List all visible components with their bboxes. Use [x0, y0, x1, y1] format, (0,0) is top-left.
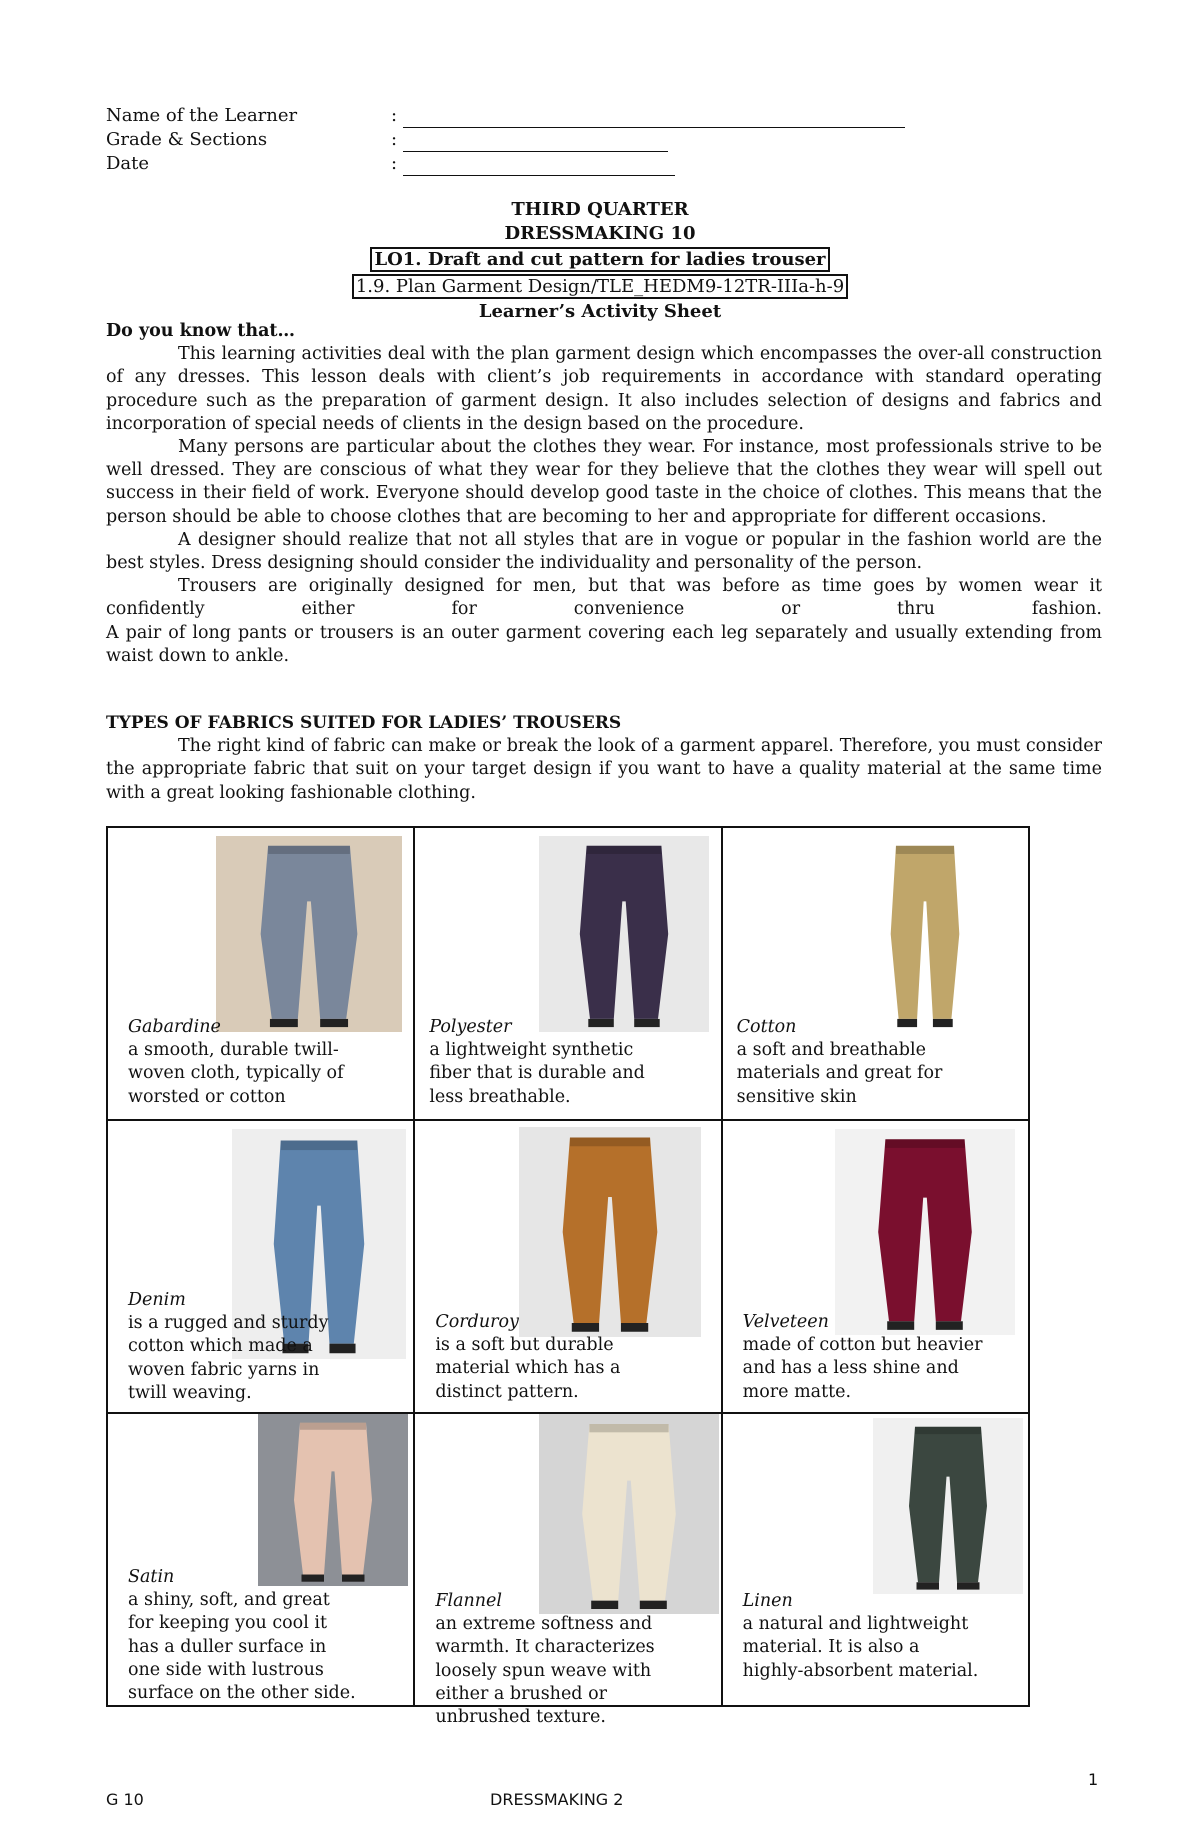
- trouser-photo: [539, 1414, 719, 1614]
- title-block: [0, 198, 1200, 324]
- fabric-cell-gabardine: [107, 827, 414, 1120]
- fabric-caption: [435, 1311, 667, 1404]
- fabric-cell-satin: [107, 1413, 414, 1706]
- trouser-photo: [539, 836, 709, 1032]
- fabrics-paragraph: The right kind of fabric can make or break the look of a garment apparel. Therefore, you must consider the appropriate fabric that suit on your target design if you want to have a quality material at the same time with a great looking fashionable clothing.: [106, 736, 1102, 803]
- grade-section-blank[interactable]: [403, 133, 668, 152]
- page-number: 1: [1088, 1770, 1099, 1789]
- fabric-description: made of cotton but heavier and has a less shine and more matte.: [742, 1335, 983, 1402]
- fabric-caption: [429, 1016, 674, 1109]
- fabric-caption: [128, 1289, 360, 1405]
- fabric-caption: [435, 1590, 675, 1729]
- learning-objective-box: LO1. Draft and cut pattern for ladies trouser: [370, 247, 829, 272]
- intro-paragraph-1: This learning activities deal with the plan garment design which encompasses the over-all construction of any dresses. This lesson deals with client’s job requirements in accordance with standard operating procedure such as the preparation of garment design. It also includes selection of designs and fabrics and incorporation of special needs of clients in the design based on the procedure.: [106, 344, 1102, 434]
- date-blank[interactable]: [403, 157, 675, 176]
- intro-paragraph-4b: A pair of long pants or trousers is an outer garment covering each leg separately and usually extending from waist down to ankle.: [106, 622, 1102, 666]
- fabric-caption: [737, 1016, 982, 1109]
- grade-section-label: Grade & Sections: [106, 129, 268, 150]
- fabrics-heading: TYPES OF FABRICS SUITED FOR LADIES’ TROUSERS: [106, 713, 622, 733]
- fabric-cell-flannel: [414, 1413, 721, 1728]
- fabric-cell-denim: [107, 1120, 414, 1413]
- fabric-caption: [743, 1311, 983, 1404]
- fabric-description: an extreme softness and warmth. It characterizes loosely spun weave with either a brushed or unbrushed texture.: [435, 1614, 655, 1728]
- date-label: Date: [106, 153, 150, 174]
- fabric-description: a shiny, soft, and great for keeping you cool it has a duller surface in one side with lustrous surface on the other side.: [128, 1590, 356, 1704]
- intro-paragraph-3: A designer should realize that not all styles that are in vogue or popular in the fashion world are the best styles. Dress designing should consider the individuality and personality of the person.: [106, 529, 1102, 574]
- intro-paragraph-4a: Trousers are originally designed for men, but that was before as time goes by women wear it confidently either for convenience or thru fashion.: [106, 576, 1102, 620]
- fabric-name: Gabardine: [128, 1017, 221, 1037]
- colon: :: [391, 153, 398, 174]
- fabric-name: Polyester: [429, 1017, 512, 1037]
- footer-subject: DRESSMAKING 2: [490, 1790, 624, 1809]
- fabric-caption: [128, 1016, 360, 1109]
- fabric-cell-polyester: [414, 827, 721, 1120]
- colon: :: [391, 129, 398, 150]
- learner-name-blank[interactable]: [403, 109, 905, 128]
- fabric-name: Satin: [128, 1567, 175, 1587]
- subject-title: DRESSMAKING 10: [504, 223, 696, 244]
- competency-code-box: 1.9. Plan Garment Design/TLE_HEDM9-12TR-IIIa-h-9: [352, 274, 848, 299]
- fabric-description: a soft and breathable materials and great for sensitive skin: [736, 1040, 943, 1107]
- fabric-cell-cotton: [722, 827, 1029, 1120]
- fabric-name: Corduroy: [435, 1312, 519, 1332]
- fabric-types-table: [106, 826, 1030, 1728]
- fabric-name: Flannel: [435, 1591, 502, 1611]
- trouser-photo: [519, 1127, 701, 1337]
- date-row: [106, 152, 905, 176]
- grade-section-row: [106, 128, 905, 152]
- quarter-title: THIRD QUARTER: [511, 199, 689, 220]
- fabrics-section: [106, 712, 1102, 805]
- fabric-cell-linen: [722, 1413, 1029, 1706]
- fabric-description: a natural and lightweight material. It is also a highly-absorbent material.: [742, 1614, 979, 1681]
- fabric-caption: [128, 1566, 360, 1705]
- trouser-photo: [258, 1414, 408, 1586]
- fabric-name: Velveteen: [742, 1312, 829, 1332]
- intro-heading: Do you know that…: [106, 321, 296, 341]
- fabric-description: is a soft but durable material which has a distinct pattern.: [435, 1335, 621, 1402]
- fabric-description: a lightweight synthetic fiber that is durable and less breathable.: [429, 1040, 645, 1107]
- trouser-photo: [859, 836, 991, 1032]
- fabric-name: Linen: [742, 1591, 793, 1611]
- fabric-cell-corduroy: [414, 1120, 721, 1413]
- footer-grade: G 10: [106, 1790, 144, 1809]
- fabric-name: Denim: [128, 1290, 186, 1310]
- intro-paragraph-2: Many persons are particular about the clothes they wear. For instance, most professionals strive to be well dressed. They are conscious of what they wear for they believe that the clothes they wear will spell out success in their field of work. Everyone should develop good taste in the choice of clothes. This means that the person should be able to choose clothes that are becoming to her and appropriate for different occasions.: [106, 437, 1102, 527]
- learner-name-row: [106, 104, 905, 128]
- colon: :: [391, 105, 398, 126]
- fabric-name: Cotton: [736, 1017, 797, 1037]
- trouser-photo: [873, 1418, 1023, 1594]
- learner-name-label: Name of the Learner: [106, 105, 298, 126]
- trouser-photo: [216, 836, 402, 1032]
- fabric-description: is a rugged and sturdy cotton which made a woven fabric yarns in twill weaving.: [128, 1313, 329, 1403]
- learner-info-fields: [106, 104, 905, 176]
- fabric-cell-velveteen: [722, 1120, 1029, 1413]
- fabric-description: a smooth, durable twill-woven cloth, typically of worsted or cotton: [128, 1040, 344, 1107]
- intro-section: [106, 320, 1102, 668]
- activity-sheet-title: Learner’s Activity Sheet: [478, 301, 722, 322]
- fabric-caption: [743, 1590, 983, 1683]
- trouser-photo: [835, 1129, 1015, 1335]
